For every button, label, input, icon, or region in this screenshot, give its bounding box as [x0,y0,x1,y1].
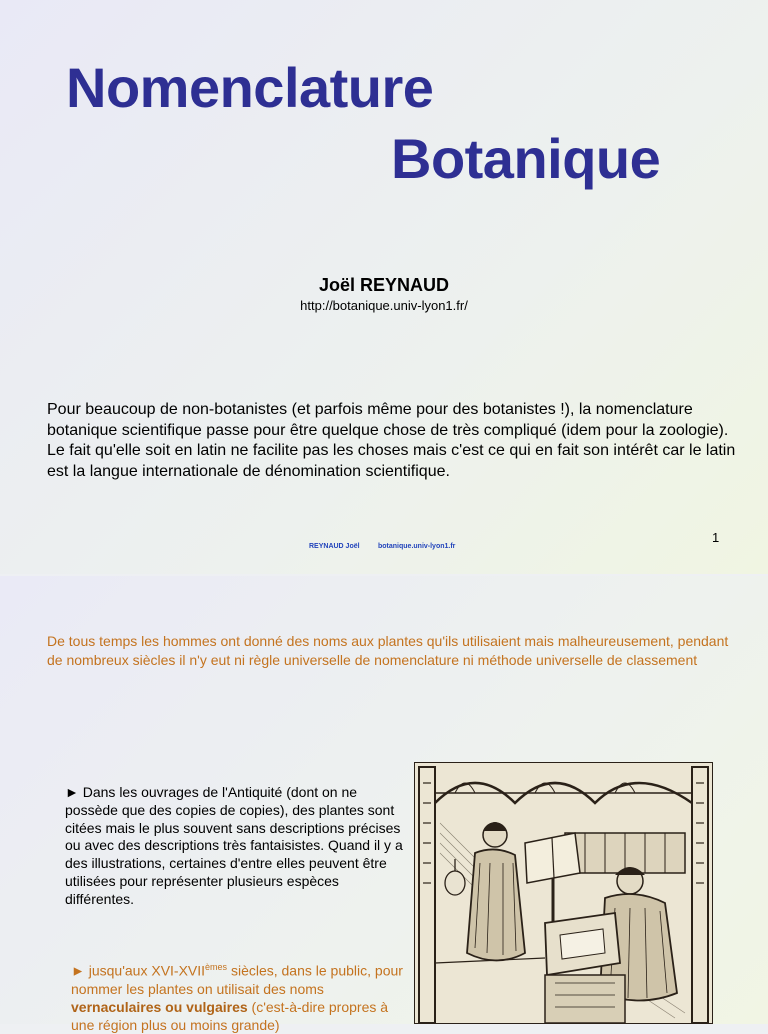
intro-paragraph-2: Le fait qu'elle soit en latin ne facilite pas les choses mais c'est ce qui en fait son intérêt car le latin est la langue internationale de dénomination scientifique. [47,442,736,480]
bullet-vernacular-a: ► jusqu'aux XVI-XVII [71,962,206,979]
title-line-2: Botanique [391,127,661,190]
intro-text [47,400,737,482]
author-name: Joël REYNAUD [318,275,450,295]
slide-2 [0,576,768,1033]
woodcut-scholars-image [414,762,713,1024]
bullet-vernacular-b: siècles, dans le public, pour nommer les plantes on utilisait des noms [71,962,403,997]
bullet-vernacular-bold: vernaculaires ou vulgaires [71,998,248,1015]
title-line-1: Nomenclature [66,56,434,119]
lead-paragraph: De tous temps les hommes ont donné des noms aux plantes qu'ils utilisaient mais malheureusement, pendant de nombreux siècles il n'y eut ni règle universelle de nomenclature ni méthode universelle de classement [47,633,729,668]
bullet-vernacular-sup: èmes [205,962,228,972]
author-url[interactable]: http://botanique.univ-lyon1.fr/ [300,298,468,313]
page-number: 1 [712,530,720,545]
intro-paragraph-1: Pour beaucoup de non-botanistes (et parfois même pour des botanistes !), la nomenclature botanique scientifique passe pour être quelque chose de très compliqué (idem pour la zoologie). [47,401,729,439]
bullet-antiquity: ► Dans les ouvrages de l'Antiquité (dont on ne possède que des copies de copies), des plantes sont citées mais le plus souvent sans descriptions précises ou avec des descriptions très fantaisistes. Quand il y a des illustrations, certaines d'entre elles peuvent être utilisées pour représenter plusieurs espèces différentes. [65,784,403,907]
footer-site: botanique.univ-lyon1.fr [378,543,456,550]
bullet-vernacular-c: (c'est-à-dire propres à une région plus ou moins grande) [71,998,389,1033]
bullet-vernacular [71,958,411,1034]
woodcut-drawing [415,763,712,1023]
footer-author: REYNAUD Joël [309,543,360,550]
